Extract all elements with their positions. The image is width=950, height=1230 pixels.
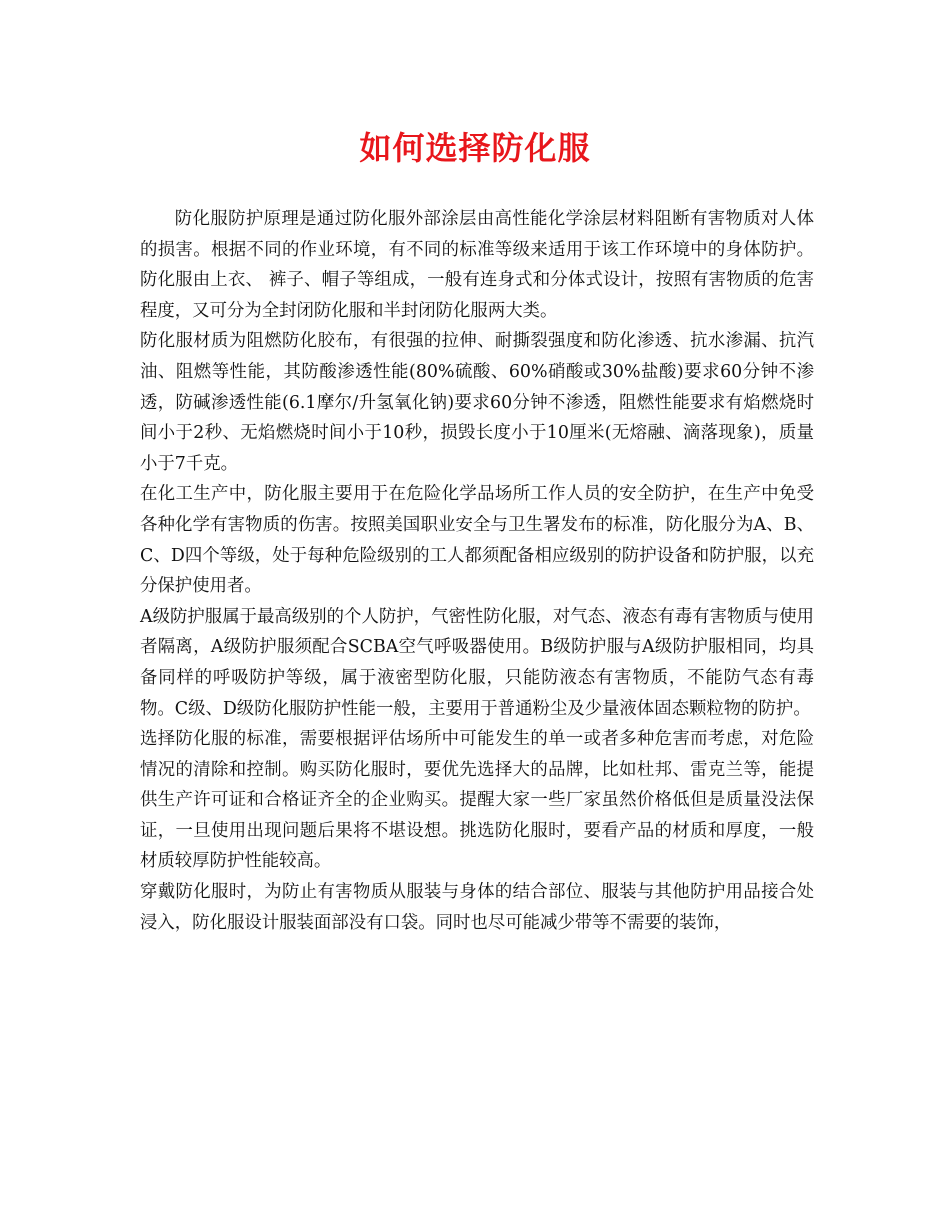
document-body: [140, 204, 814, 938]
paragraph: 防化服材质为阻燃防化胶布，有很强的拉伸、耐撕裂强度和防化渗透、抗水渗漏、抗汽油、阻燃等性能，其防酸渗透性能(80%硫酸、60%硝酸或30%盐酸)要求60分钟不渗透，防碱渗透性能(6.1摩尔/升氢氧化钠)要求60分钟不渗透，阻燃性能要求有焰燃烧时间小于2秒、无焰燃烧时间小于10秒，损毁长度小于10厘米(无熔融、滴落现象)，质量小于7千克。: [140, 331, 814, 474]
document-title: 如何选择防化服: [359, 129, 591, 167]
paragraph: 在化工生产中，防化服主要用于在危险化学品场所工作人员的安全防护，在生产中免受各种化学有害物质的伤害。按照美国职业安全与卫生署发布的标准，防化服分为A、B、C、D四个等级，处于每种危险级别的工人都须配备相应级别的防护设备和防护服，以充分保护使用者。: [140, 484, 814, 597]
paragraph: A级防护服属于最高级别的个人防护，气密性防化服，对气态、液态有毒有害物质与使用者隔离，A级防护服须配合SCBA空气呼吸器使用。B级防护服与A级防护服相同，均具备同样的呼吸防护等级，属于液密型防化服，只能防液态有害物质，不能防气态有毒物。C级、D级防化服防护性能一般，主要用于普通粉尘及少量液体固态颗粒物的防护。: [140, 606, 814, 719]
paragraph: 选择防化服的标准，需要根据评估场所中可能发生的单一或者多种危害而考虑，对危险情况的清除和控制。购买防化服时，要优先选择大的品牌，比如杜邦、雷克兰等，能提供生产许可证和合格证齐全的企业购买。提醒大家一些厂家虽然价格低但是质量没法保证，一旦使用出现问题后果将不堪设想。挑选防化服时，要看产品的材质和厚度，一般材质较厚防护性能较高。: [140, 729, 814, 872]
paragraph: 防化服防护原理是通过防化服外部涂层由高性能化学涂层材料阻断有害物质对人体的损害。根据不同的作业环境，有不同的标准等级来适用于该工作环境中的身体防护。防化服由上衣、 裤子、帽子等组成，一般有连身式和分体式设计，按照有害物质的危害程度，又可分为全封闭防化服和半封闭防化服两大类。: [140, 209, 814, 321]
paragraph: 穿戴防化服时，为防止有害物质从服装与身体的结合部位、服装与其他防护用品接合处浸入，防化服设计服装面部没有口袋。同时也尽可能减少带等不需要的装饰，: [140, 882, 814, 933]
